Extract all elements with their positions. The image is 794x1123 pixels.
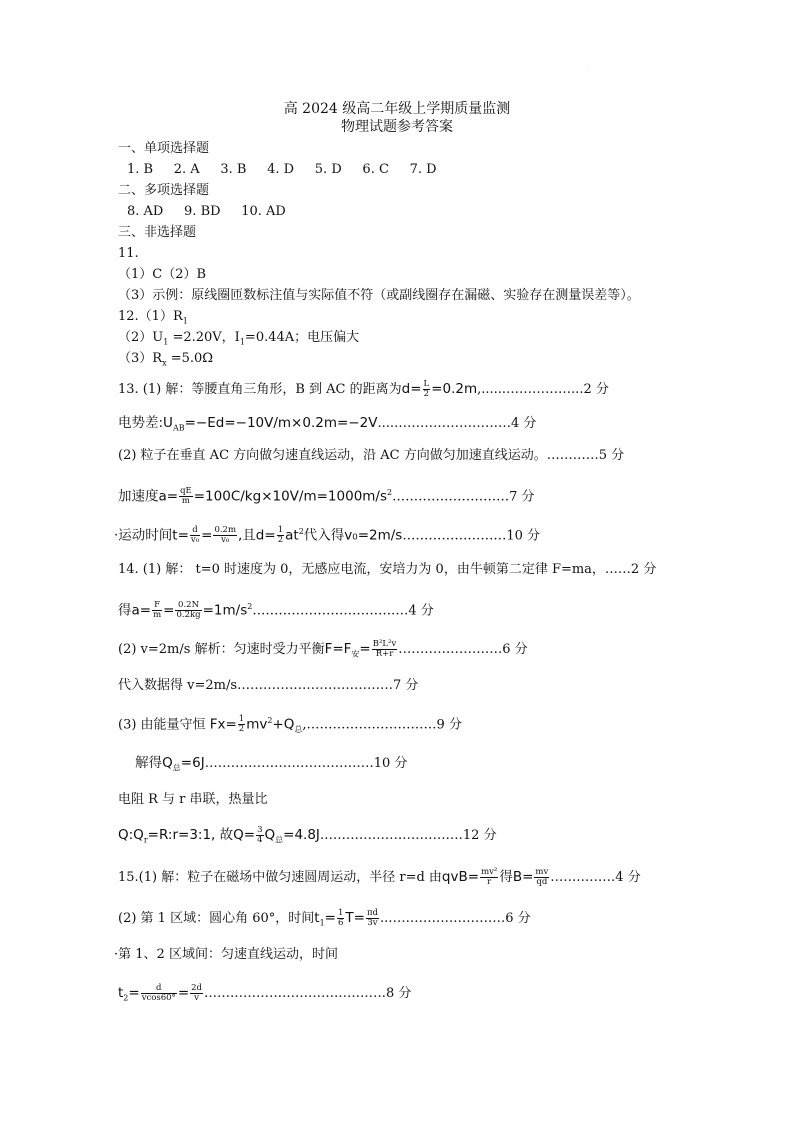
answer-item: 1. B: [127, 162, 154, 177]
corner-dot: ·: [588, 66, 590, 72]
q13-line-1: 13. (1) 解：等腰直角三角形，B 到 AC 的距离为d= $\frac{L}{2}$ =0.2m,......……………...2 分: [118, 379, 609, 399]
section-3-heading: 三、非选择题: [118, 225, 197, 240]
q15-line-4: $t_2=$ $\frac{d}{vcos60^\circ}$ = $\frac{2d}{v}$ ……………………………………8 分: [118, 983, 412, 1003]
answer-item: 10. AD: [241, 204, 286, 219]
q14-line-5: (3) 由能量守恒 Fx= $\frac{1}{2}$ $mv^2+Q_总,\dots\dots\dots\dots\dots\dots\dots\dots\dots\dots 9$ 分: [118, 714, 462, 735]
section-2-answers: [127, 203, 286, 221]
q15-line-1: 15.(1) 解：粒子在磁场中做匀速圆周运动，半径 r=d 由qvB= $\frac{\text{mv²}}{r}$ 得B= $\frac{mv}{qd}$ ……………4 分: [118, 867, 641, 887]
q13-line-5: ·运动时间t= $\frac{d}{\text{v₀}}$ = $\frac{0.2m}{\text{v₀}}$ ,且d= $\frac{1}{2}$ $at^2$代入得v₀=2m/s……………………10 分: [114, 525, 541, 546]
answer-item: 8. AD: [127, 204, 164, 219]
q13-line-3: (2) 粒子在垂直 AC 方向做匀速直线运动，沿 AC 方向做匀加速直线运动。…………5 分: [118, 448, 625, 463]
q11-part-1: （1）C（2）B: [118, 267, 207, 282]
answer-item: 3. B: [220, 162, 247, 177]
q11-number: 11.: [118, 246, 139, 261]
q11-part-3: （3）示例：原线圈匝数标注值与实际值不符（或副线圈存在漏磁、实验存在测量误差等）。: [118, 288, 640, 303]
q12-part-3: $(3)R_x =5.0\Omega$: [118, 351, 214, 368]
answer-item: 4. D: [267, 162, 295, 177]
q15-line-3: ·第 1、2 区域间：匀速直线运动，时间: [114, 947, 338, 962]
q12-part-2: $(2)U_1 =2.20V$，$I_1=0.44A$；电压偏大: [118, 330, 360, 347]
page-title: 高 2024 级高二年级上学期质量监测: [283, 101, 511, 117]
section-1-heading: 一、单项选择题: [118, 141, 210, 156]
section-1-answers: [127, 161, 437, 179]
answer-item: 5. D: [314, 162, 342, 177]
page-subtitle: 物理试题参考答案: [341, 119, 453, 135]
q14-line-6: 解得$Q_总=6J\dots\dots\dots\dots\dots\dots\dots\dots\dots\dots\dots\dots\dots 10$ 分: [118, 755, 408, 773]
q14-line-7: 电阻 R 与 r 串联，热量比: [118, 792, 268, 807]
q14-line-2: 得a= $\frac{F}{m}$ = $\frac{0.2N}{0.2kg}$ $=1m/s^2\dots\dots\dots\dots\dots\dots\dots\dots\dots\dots\dots\dots 4$ 分: [118, 600, 434, 621]
answer-item: 9. BD: [184, 204, 221, 219]
answer-item: 7. D: [409, 162, 437, 177]
q15-line-2: (2) 第 1 区域：圆心角 60°，时间$t_1=$ $\frac{1}{6}$ T= $\frac{\pi d}{3v}$ ..………………………6 分: [118, 908, 531, 928]
q14-line-3: (2) v=2m/s 解析：匀速时受力平衡$F=F_安=$ $\frac{\text{B²L²v}}{R+r}$ ……………………6 分: [118, 639, 528, 659]
answer-item: 2. A: [173, 162, 200, 177]
answer-item: 6. C: [362, 162, 389, 177]
q13-line-2: 电势差$:U_{AB}=-Ed=-10V/m\times 0.2m=-2V....\dots\dots\dots\dots\dots\dots\dots\dots\dots 4$ 分: [118, 415, 537, 433]
q14-line-4: 代入数据得 v=2m/s………………………………7 分: [118, 678, 419, 693]
q14-line-8: $Q:Q_r=R:r=3:1$, 故Q= $\frac{3}{4}$ $Q_总=4.8J\dots\dots\dots\dots\dots\dots\dots\dots\dots\dots\dots 12$ 分: [118, 825, 497, 845]
q13-line-4: 加速度a= $\frac{qE}{m}$ $=100C/kg\times 10V/m=1000m/s^2\dots\dots\dots\dots\dots\dots\dots\dots\dots 7$ 分: [118, 486, 535, 507]
q12-part-1: $12.(1)R_1$: [118, 309, 188, 326]
section-2-heading: 二、多项选择题: [118, 183, 210, 198]
q14-line-1: 14. (1) 解： t=0 时速度为 0，无感应电流，安培力为 0，由牛顿第二定律 F=ma，……2 分: [118, 562, 657, 577]
